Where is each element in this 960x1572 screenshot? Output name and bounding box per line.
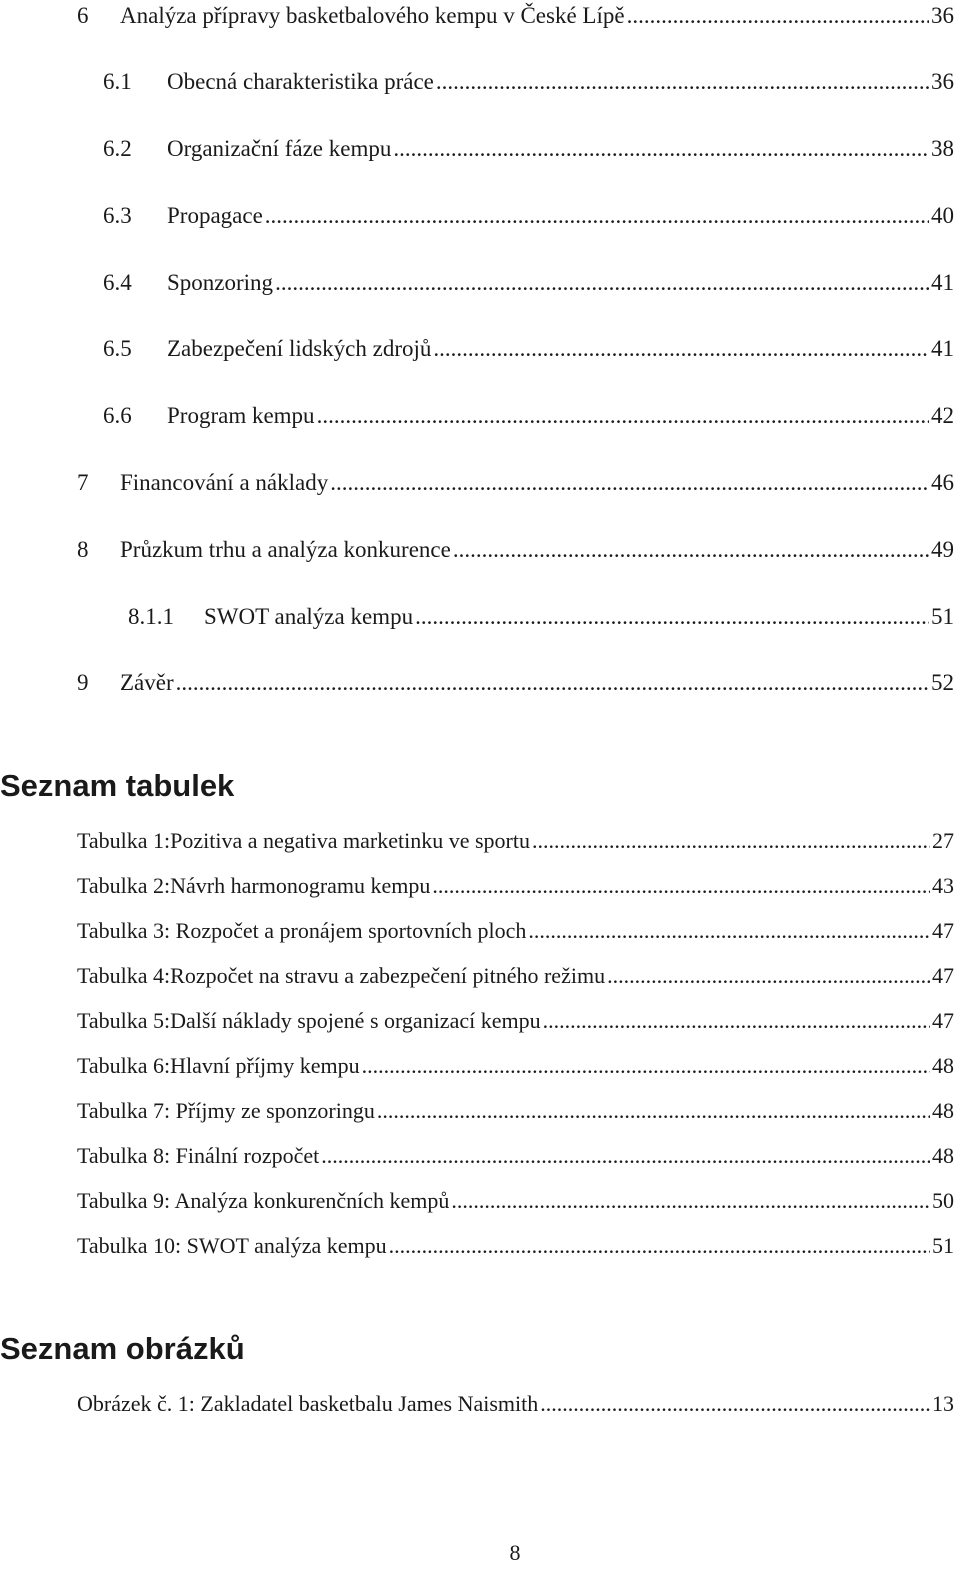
list-item-title: Tabulka 8: Finální rozpočet bbox=[77, 1143, 320, 1168]
toc-entry-number: 6.3 bbox=[103, 203, 132, 228]
toc-entry-title: Propagace bbox=[167, 203, 263, 228]
dot-leader bbox=[627, 0, 929, 32]
toc-entry-title: Závěr bbox=[120, 670, 174, 695]
toc-entry-page: 36 bbox=[931, 3, 954, 28]
list-item-page: 47 bbox=[932, 963, 954, 988]
list-item-title: Tabulka 3: Rozpočet a pronájem sportovních ploch bbox=[77, 918, 527, 943]
toc-entry-page: 52 bbox=[931, 670, 954, 695]
list-item-title: Obrázek č. 1: Zakladatel basketbalu James Naismith bbox=[77, 1391, 539, 1416]
dot-leader bbox=[432, 870, 930, 902]
dot-leader bbox=[532, 825, 930, 857]
list-item-page: 48 bbox=[932, 1143, 954, 1168]
list-item[interactable] bbox=[77, 1388, 954, 1420]
list-item-page: 27 bbox=[932, 828, 954, 853]
dot-leader bbox=[436, 66, 929, 98]
list-item-title: Tabulka 4:Rozpočet na stravu a zabezpečení pitného režimu bbox=[77, 963, 606, 988]
toc-entry-number: 6.2 bbox=[103, 136, 132, 161]
toc-entry-title: Program kempu bbox=[167, 403, 315, 428]
toc-entry[interactable] bbox=[103, 66, 954, 98]
list-item-title: Tabulka 1:Pozitiva a negativa marketinku ve sportu bbox=[77, 828, 530, 853]
toc-entry-page: 40 bbox=[931, 203, 954, 228]
dot-leader bbox=[377, 1095, 930, 1127]
list-of-figures-heading: Seznam obrázků bbox=[0, 1331, 245, 1366]
toc-entry-number: 9 bbox=[77, 670, 89, 695]
dot-leader bbox=[453, 534, 929, 566]
toc-entry-number: 7 bbox=[77, 470, 89, 495]
list-item[interactable] bbox=[77, 1005, 954, 1037]
list-item[interactable] bbox=[77, 825, 954, 857]
list-item[interactable] bbox=[77, 960, 954, 992]
list-item-page: 47 bbox=[932, 918, 954, 943]
dot-leader bbox=[362, 1050, 930, 1082]
list-item-title: Tabulka 10: SWOT analýza kempu bbox=[77, 1233, 387, 1258]
toc-entry-number: 6 bbox=[77, 3, 89, 28]
list-item-page: 48 bbox=[932, 1053, 954, 1078]
toc-entry-number: 6.6 bbox=[103, 403, 132, 428]
list-item-page: 43 bbox=[932, 873, 954, 898]
toc-entry-number: 8 bbox=[77, 537, 89, 562]
toc-entry-page: 38 bbox=[931, 136, 954, 161]
toc-entry-page: 41 bbox=[931, 270, 954, 295]
toc-entry[interactable] bbox=[128, 601, 954, 633]
toc-entry[interactable] bbox=[103, 133, 954, 165]
toc-entry-title: Financování a náklady bbox=[120, 470, 329, 495]
list-item-page: 13 bbox=[932, 1391, 954, 1416]
list-item[interactable] bbox=[77, 1230, 954, 1262]
list-item-title: Tabulka 2:Návrh harmonogramu kempu bbox=[77, 873, 431, 898]
dot-leader bbox=[317, 400, 929, 432]
toc-entry[interactable] bbox=[77, 534, 954, 566]
list-item-title: Tabulka 5:Další náklady spojené s organizací kempu bbox=[77, 1008, 541, 1033]
dot-leader bbox=[540, 1388, 930, 1420]
toc-entry-page: 49 bbox=[931, 537, 954, 562]
dot-leader bbox=[393, 133, 929, 165]
toc-entry-title: Organizační fáze kempu bbox=[167, 136, 392, 161]
toc-entry-page: 42 bbox=[931, 403, 954, 428]
toc-entry[interactable] bbox=[103, 333, 954, 365]
dot-leader bbox=[389, 1230, 930, 1262]
list-item[interactable] bbox=[77, 1185, 954, 1217]
dot-leader bbox=[275, 267, 929, 299]
dot-leader bbox=[176, 667, 929, 699]
dot-leader bbox=[330, 467, 929, 499]
toc-entry[interactable] bbox=[77, 467, 954, 499]
dot-leader bbox=[451, 1185, 930, 1217]
dot-leader bbox=[607, 960, 930, 992]
dot-leader bbox=[415, 601, 929, 633]
toc-entry-number: 6.1 bbox=[103, 69, 132, 94]
list-item-title: Tabulka 6:Hlavní příjmy kempu bbox=[77, 1053, 360, 1078]
toc-entry-title: SWOT analýza kempu bbox=[204, 604, 414, 629]
toc-entry[interactable] bbox=[77, 0, 954, 32]
toc-entry-number: 6.5 bbox=[103, 336, 132, 361]
toc-entry-number: 6.4 bbox=[103, 270, 132, 295]
list-of-tables-heading: Seznam tabulek bbox=[0, 768, 235, 803]
toc-entry-page: 41 bbox=[931, 336, 954, 361]
toc-entry-title: Sponzoring bbox=[167, 270, 274, 295]
toc-entry-page: 51 bbox=[931, 604, 954, 629]
list-item-page: 48 bbox=[932, 1098, 954, 1123]
toc-entry[interactable] bbox=[103, 200, 954, 232]
toc-entry-title: Průzkum trhu a analýza konkurence bbox=[120, 537, 451, 562]
list-item-page: 50 bbox=[932, 1188, 954, 1213]
toc-entry-page: 46 bbox=[931, 470, 954, 495]
list-item[interactable] bbox=[77, 1095, 954, 1127]
dot-leader bbox=[528, 915, 930, 947]
list-item[interactable] bbox=[77, 915, 954, 947]
toc-entry-title: Obecná charakteristika práce bbox=[167, 69, 434, 94]
list-item-title: Tabulka 7: Příjmy ze sponzoringu bbox=[77, 1098, 375, 1123]
dot-leader bbox=[543, 1005, 930, 1037]
dot-leader bbox=[265, 200, 929, 232]
list-item-title: Tabulka 9: Analýza konkurenčních kempů bbox=[77, 1188, 450, 1213]
toc-entry-title: Analýza přípravy basketbalového kempu v České Lípě bbox=[120, 3, 625, 28]
list-item-page: 51 bbox=[932, 1233, 954, 1258]
list-item[interactable] bbox=[77, 1050, 954, 1082]
toc-entry-page: 36 bbox=[931, 69, 954, 94]
page-number: 8 bbox=[509, 1540, 521, 1565]
list-item[interactable] bbox=[77, 1140, 954, 1172]
dot-leader bbox=[433, 333, 929, 365]
toc-entry-title: Zabezpečení lidských zdrojů bbox=[167, 336, 432, 361]
toc-entry[interactable] bbox=[103, 267, 954, 299]
toc-entry[interactable] bbox=[103, 400, 954, 432]
list-item[interactable] bbox=[77, 870, 954, 902]
toc-entry-number: 8.1.1 bbox=[128, 604, 174, 629]
list-item-page: 47 bbox=[932, 1008, 954, 1033]
toc-entry[interactable] bbox=[77, 667, 954, 699]
dot-leader bbox=[321, 1140, 930, 1172]
